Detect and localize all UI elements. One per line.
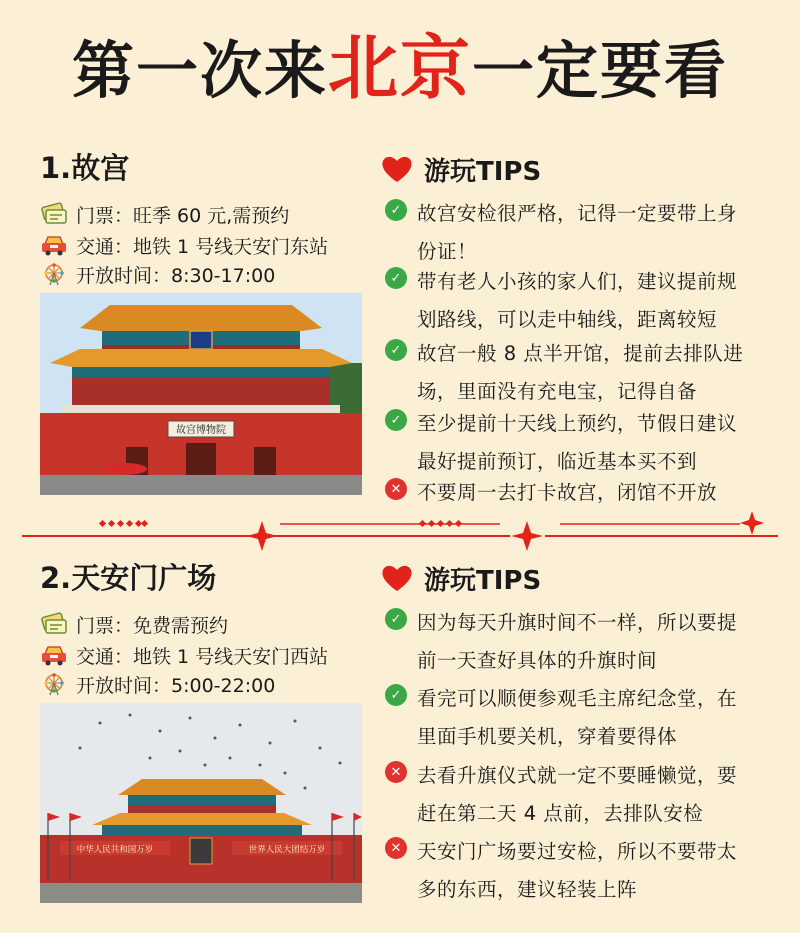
photo-sign-left: 中华人民共和国万岁: [76, 845, 154, 855]
ticket-icon: [40, 202, 68, 226]
title-suffix: 一定要看: [472, 34, 729, 107]
tip-line: 看完可以顺便参观毛主席纪念堂，在: [417, 687, 738, 710]
ferris-wheel-icon: [40, 672, 68, 696]
heart-icon: [380, 563, 414, 593]
tip-line: 天安门广场要过安检，所以不要带太: [417, 840, 738, 863]
section-2-hours: [40, 669, 275, 699]
heart-icon: [380, 154, 414, 184]
check-icon: ✓: [385, 199, 407, 221]
hours-text: 开放时间：8:30-17:00: [76, 264, 276, 287]
section-divider: [0, 505, 800, 555]
hours-text: 开放时间：5:00-22:00: [76, 674, 276, 697]
title-prefix: 第一次来: [71, 34, 328, 107]
section-2-ticket: [40, 609, 228, 639]
tip-line: 带有老人小孩的家人们，建议提前规: [417, 270, 738, 293]
tip-line: 份证！: [417, 240, 478, 263]
section-2-title: 2.天安门广场: [40, 561, 217, 595]
tip-line: 不要周一去打卡故宫，闭馆不开放: [417, 481, 718, 504]
tip-line: 最好提前预订，临近基本买不到: [417, 450, 698, 473]
tip-line: 多的东西，建议轻装上阵: [417, 878, 638, 901]
tip-line: 里面手机要关机，穿着要得体: [417, 725, 678, 748]
ferris-wheel-icon: [40, 262, 68, 286]
photo-sign-right: 世界人民大团结万岁: [248, 845, 326, 855]
forbidden-city-photo: [40, 293, 362, 495]
tip-item: [385, 195, 777, 271]
tip-line: 去看升旗仪式就一定不要睡懒觉，要: [417, 764, 738, 787]
ticket-text: 门票：旺季 60 元,需预约: [76, 204, 290, 227]
tip-item: [385, 335, 777, 411]
section-1-title: 1.故宫: [40, 151, 130, 185]
tip-line: 因为每天升旗时间不一样，所以要提: [417, 611, 738, 634]
transport-text: 交通：地铁 1 号线天安门西站: [76, 645, 329, 668]
tip-item: [385, 680, 777, 756]
car-icon: [40, 643, 68, 667]
tip-item: [385, 757, 777, 833]
ticket-icon: [40, 612, 68, 636]
tip-line: 故宫一般 8 点半开馆，提前去排队进: [417, 342, 744, 365]
car-icon: [40, 233, 68, 257]
tips-title: 游玩TIPS: [424, 565, 542, 596]
tip-line: 前一天查好具体的升旗时间: [417, 649, 658, 672]
check-icon: ✓: [385, 608, 407, 630]
title-highlight: 北京: [328, 27, 472, 109]
transport-text: 交通：地铁 1 号线天安门东站: [76, 235, 329, 258]
section-1-transport: [40, 230, 328, 260]
check-icon: ✓: [385, 267, 407, 289]
tiananmen-photo: [40, 703, 362, 903]
section-1-tips-header: [380, 151, 541, 187]
section-2-transport: [40, 640, 328, 670]
tip-item: [385, 604, 777, 680]
section-2-tips-header: [380, 560, 541, 596]
check-icon: ✓: [385, 409, 407, 431]
tip-item: [385, 833, 777, 909]
tip-line: 赶在第二天 4 点前，去排队安检: [417, 802, 704, 825]
tip-item: [385, 405, 777, 481]
check-icon: ✓: [385, 339, 407, 361]
tip-item: [385, 263, 777, 339]
tip-line: 至少提前十天线上预约，节假日建议: [417, 412, 738, 435]
cross-icon: ✕: [385, 478, 407, 500]
tip-line: 划路线，可以走中轴线，距离较短: [417, 308, 718, 331]
ticket-text: 门票：免费需预约: [76, 614, 229, 637]
tip-line: 场，里面没有充电宝，记得自备: [417, 380, 698, 403]
page-title: [0, 28, 800, 111]
cross-icon: ✕: [385, 837, 407, 859]
section-1-ticket: [40, 199, 289, 229]
cross-icon: ✕: [385, 761, 407, 783]
section-1-hours: [40, 259, 275, 289]
tip-line: 故宫安检很严格，记得一定要带上身: [417, 202, 738, 225]
check-icon: ✓: [385, 684, 407, 706]
tips-title: 游玩TIPS: [424, 156, 542, 187]
photo-sign: 故宫博物院: [176, 425, 226, 436]
